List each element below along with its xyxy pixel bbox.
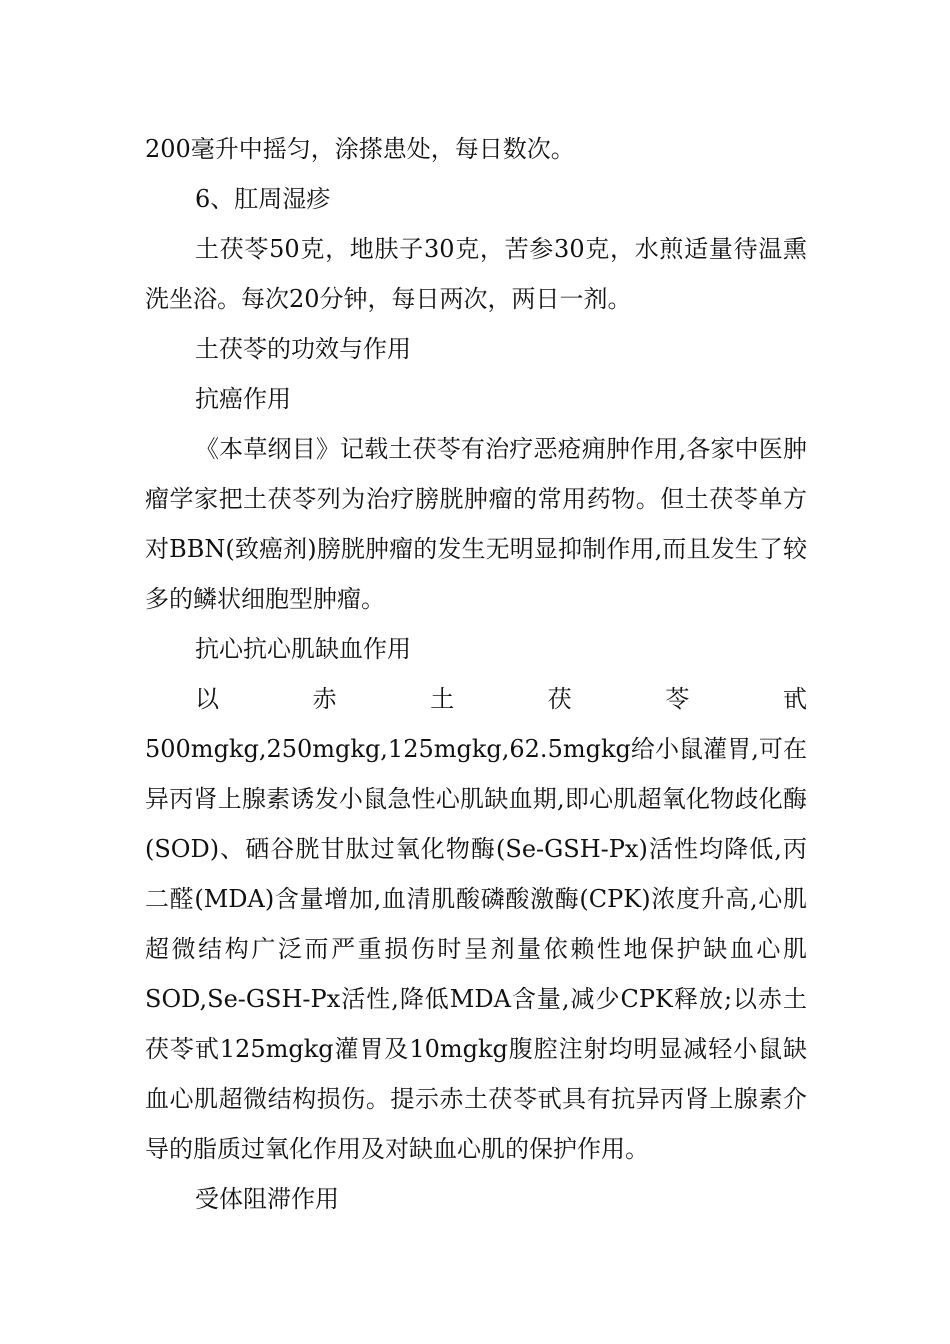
paragraph-perianal-eczema-recipe: 土茯苓50克，地肤子30克，苦参30克，水煎适量待温熏洗坐浴。每次20分钟，每日两次，两日一剂。 — [145, 235, 807, 313]
paragraph-dosage-continuation: 200毫升中摇匀，涂搽患处，每日数次。 — [145, 135, 575, 163]
paragraph-anti-myocardial-ischemia: 以赤土茯苓甙500mgkg,250mgkg,125mgkg,62.5mgkg给小鼠灌胃,可在异丙肾上腺素诱发小鼠急性心肌缺血期,即心肌超氧化物歧化酶(SOD)、硒谷胱甘肽过氧化物酶(Se-GSH-Px)活性均降低,丙二醛(MDA)含量增加,血清肌酸磷酸激酶(CPK)浓度升高,心肌超微结构广泛而严重损伤时呈剂量依赖性地保护缺血心肌SOD,Se-GSH-Px活性,降低MDA含量,减少CPK释放;以赤土茯苓甙125mgkg灌胃及10mgkg腹腔注射均明显减轻小鼠缺血心肌超微结构损伤。提示赤土茯苓甙具有抗异丙肾上腺素介导的脂质过氧化作用及对缺血心肌的保护作用。 — [145, 685, 807, 1163]
heading-receptor-blocking: 受体阻滞作用 — [195, 1185, 339, 1213]
heading-perianal-eczema: 6、肛周湿疹 — [195, 185, 331, 213]
document-body — [145, 124, 807, 1224]
heading-anti-myocardial-ischemia: 抗心抗心肌缺血作用 — [195, 635, 411, 663]
heading-effects-and-functions: 土茯苓的功效与作用 — [195, 335, 411, 363]
paragraph-anticancer: 《本草纲目》记载土茯苓有治疗恶疮痈肿作用,各家中医肿瘤学家把土茯苓列为治疗膀胱肿瘤的常用药物。但土茯苓单方对BBN(致癌剂)膀胱肿瘤的发生无明显抑制作用,而且发生了较多的鳞状细胞型肿瘤。 — [145, 435, 807, 613]
heading-anticancer: 抗癌作用 — [195, 385, 291, 413]
